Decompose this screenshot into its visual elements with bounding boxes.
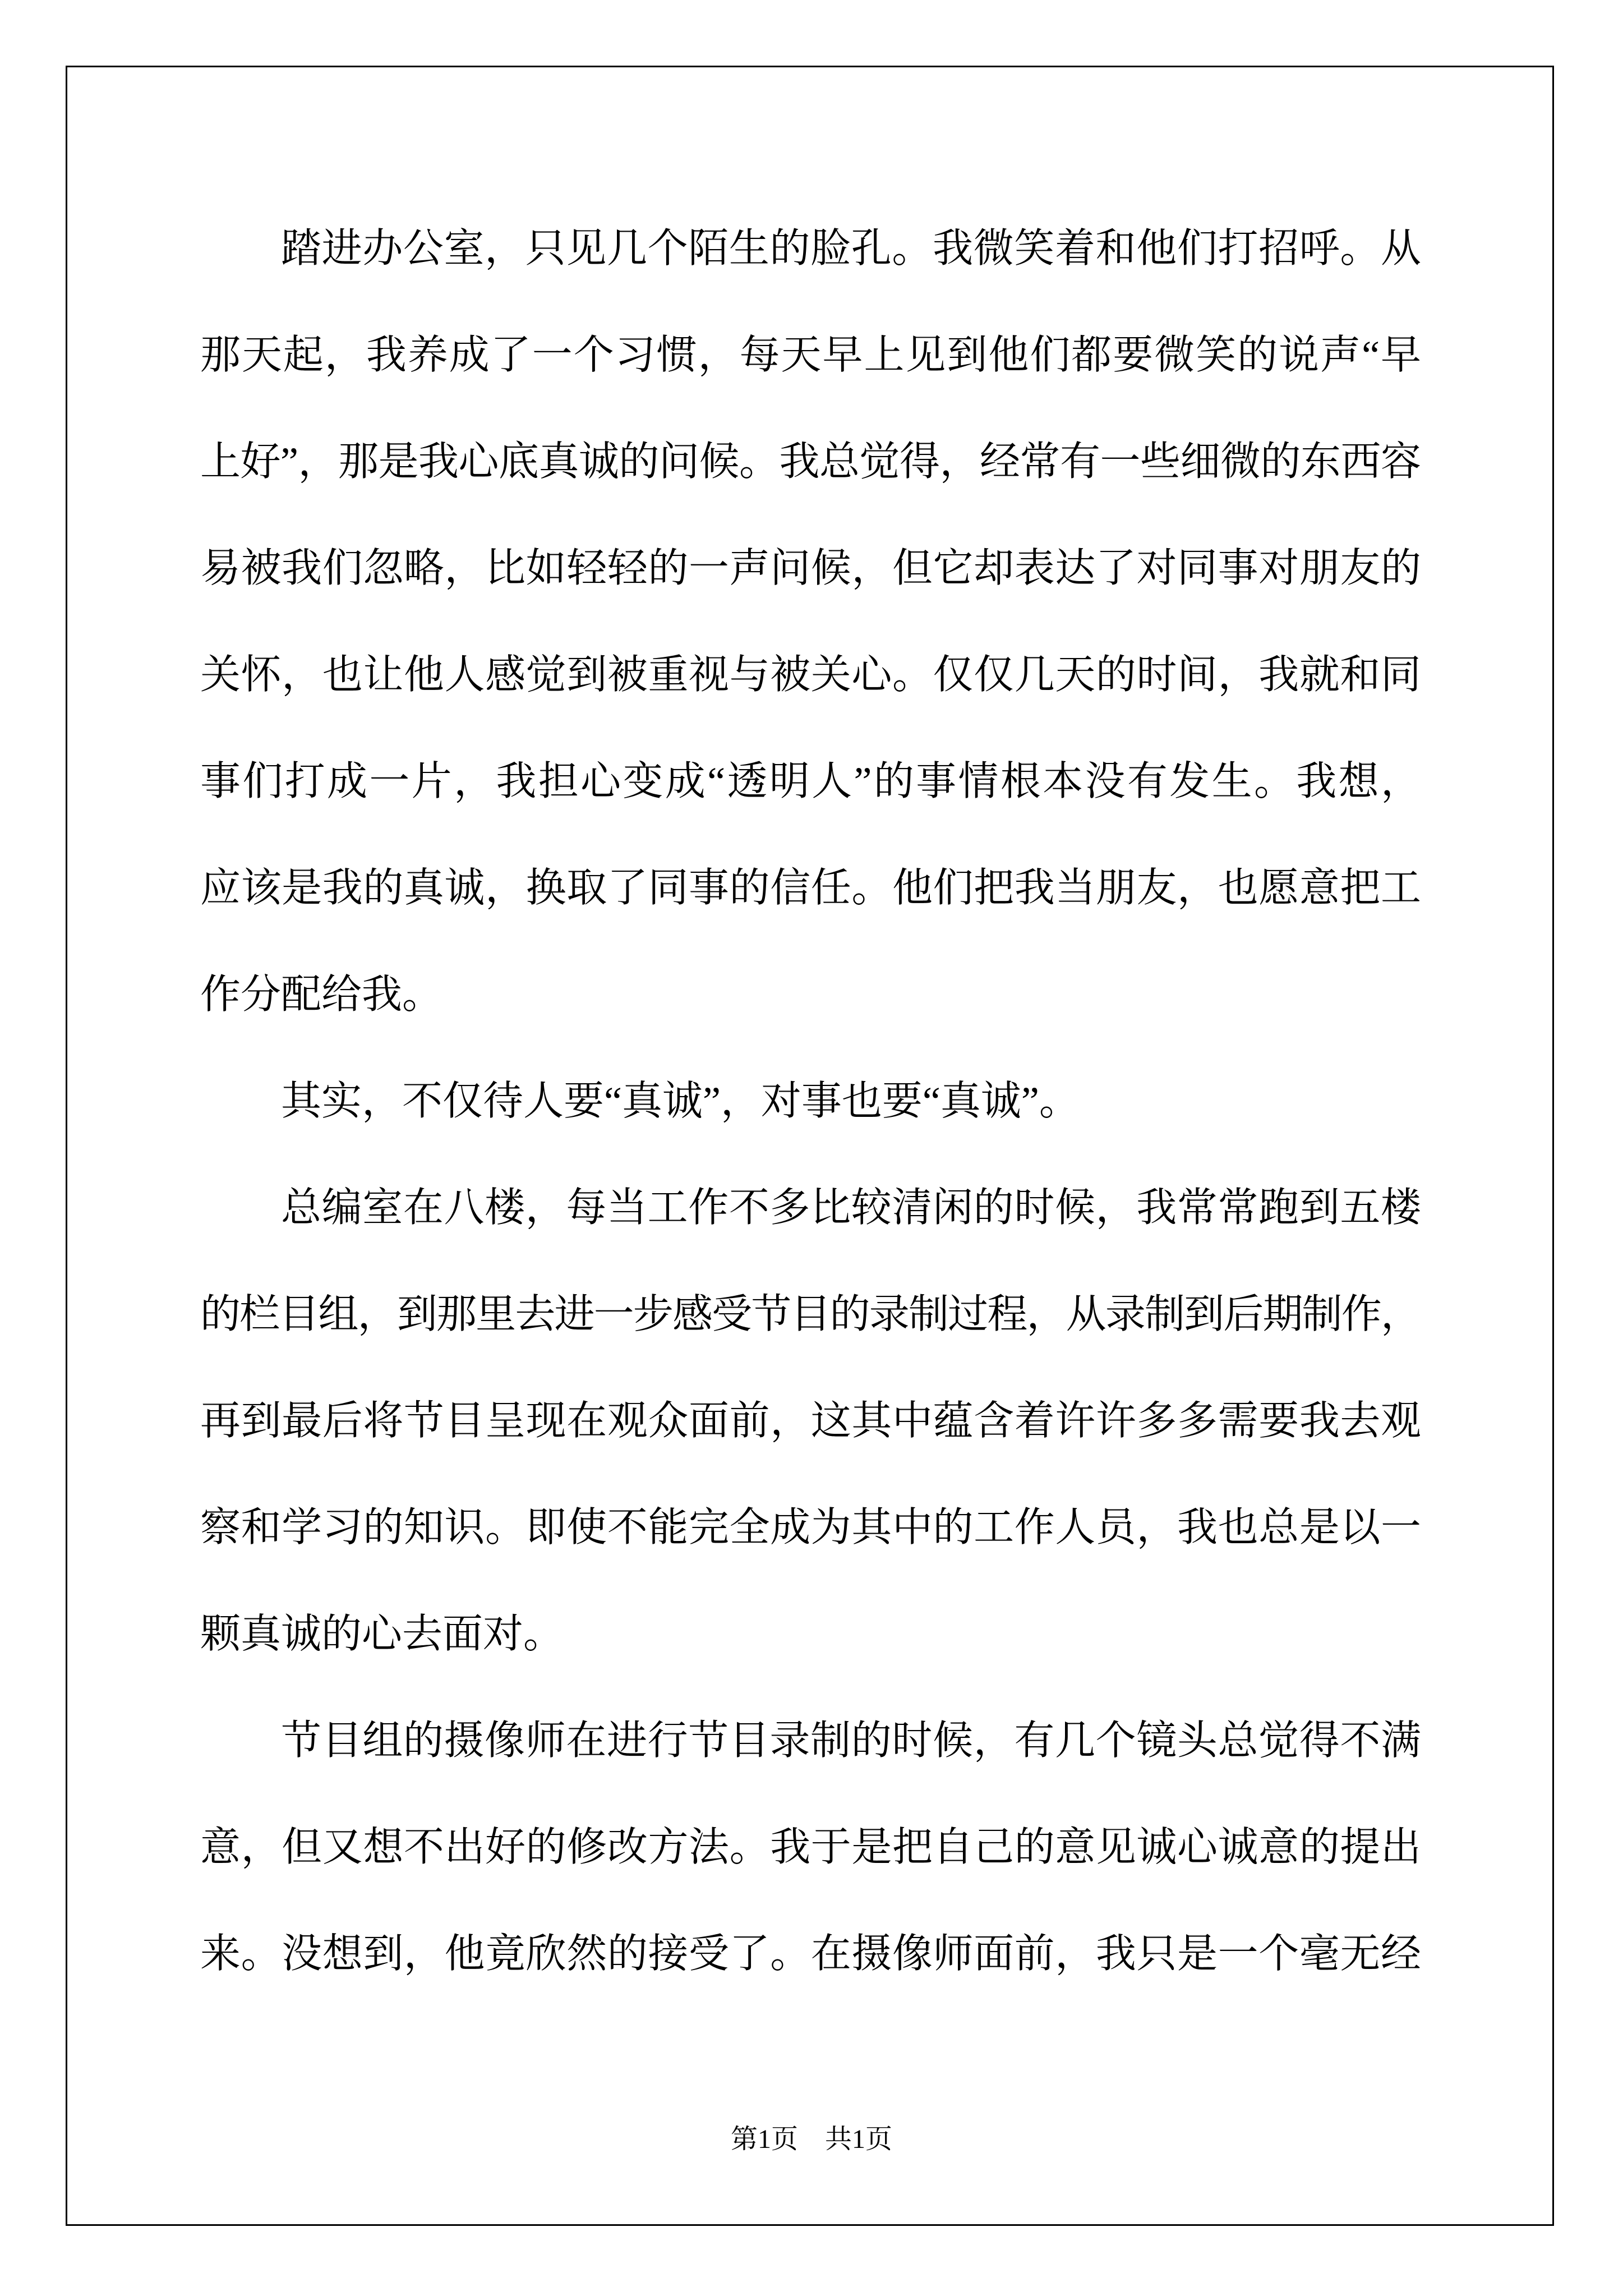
paragraph-line: 关怀，也让他人感觉到被重视与被关心。仅仅几天的时间，我就和同 [200, 652, 1422, 697]
paragraph-line: 节目组的摄像师在进行节目录制的时候，有几个镜头总觉得不满 [281, 1718, 1422, 1763]
paragraph-line: 其实，不仅待人要“真诚”，对事也要“真诚”。 [281, 1079, 1080, 1124]
paragraph [200, 195, 1423, 1048]
paragraph-line: 应该是我的真诚，换取了同事的信任。他们把我当朋友，也愿意把工 [200, 866, 1422, 910]
paragraph-line: 事们打成一片，我担心变成“透明人”的事情根本没有发生。我想， [200, 759, 1423, 804]
paragraph-line: 察和学习的知识。即使不能完全成为其中的工作人员，我也总是以一 [200, 1505, 1422, 1550]
paragraph [200, 1154, 1423, 1687]
paragraph-line: 再到最后将节目呈现在观众面前，这其中蕴含着许许多多需要我去观 [200, 1398, 1422, 1443]
paragraph-line: 颗真诚的心去面对。 [200, 1612, 564, 1657]
paragraph-line: 来。没想到，他竟欣然的接受了。在摄像师面前，我只是一个毫无经 [200, 1931, 1422, 1976]
paragraph-line: 易被我们忽略，比如轻轻的一声问候，但它却表达了对同事对朋友的 [200, 546, 1422, 591]
document-body [200, 195, 1423, 2007]
paragraph-line: 踏进办公室，只见几个陌生的脸孔。我微笑着和他们打招呼。从 [281, 226, 1422, 271]
paragraph [200, 1687, 1423, 2007]
paragraph-line: 作分配给我。 [200, 972, 443, 1017]
paragraph-line: 上好”，那是我心底真诚的问候。我总觉得，经常有一些细微的东西容 [200, 439, 1421, 484]
paragraph-line: 意，但又想不出好的修改方法。我于是把自己的意见诚心诚意的提出 [200, 1825, 1422, 1870]
paragraph [200, 1048, 1423, 1154]
paragraph-line: 总编室在八楼，每当工作不多比较清闲的时候，我常常跑到五楼 [281, 1185, 1422, 1230]
page-footer: 第1页 共1页 [730, 2124, 892, 2154]
paragraph-line: 那天起，我养成了一个习惯，每天早上见到他们都要微笑的说声“早 [200, 333, 1422, 378]
paragraph-line: 的栏目组，到那里去进一步感受节目的录制过程，从录制到后期制作， [200, 1292, 1421, 1337]
